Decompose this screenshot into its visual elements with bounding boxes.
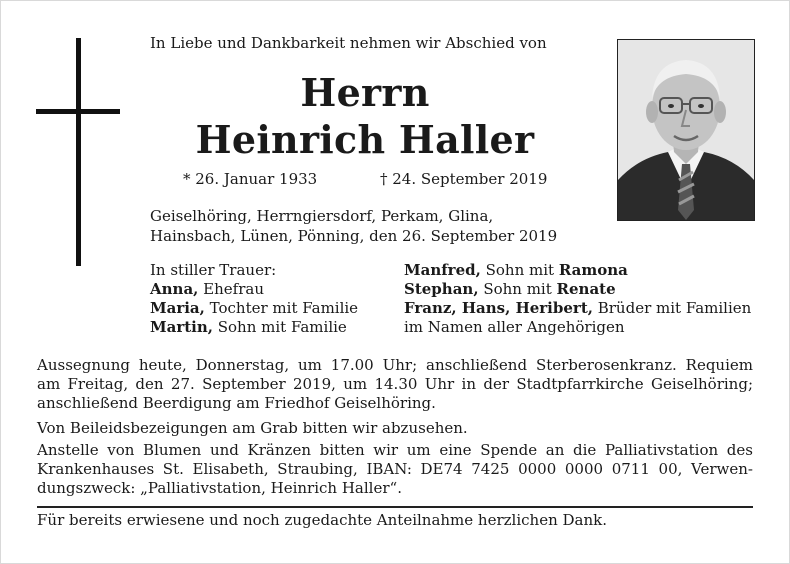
salutation: Herrn — [300, 70, 430, 115]
donation-line: Anstelle von Blumen und Kränzen bitten wir um eine Spende an die Palliativstation des — [37, 441, 753, 459]
mourner-relation: Ehefrau — [198, 280, 264, 298]
cross-icon — [76, 38, 81, 266]
mourner-relation: Sohn mit — [480, 261, 559, 279]
mourner-row — [150, 318, 358, 337]
mourner-relation: Sohn mit — [478, 280, 557, 298]
mourner-partner: Ramona — [558, 261, 628, 279]
donation-line: Krankenhauses St. Elisabeth, Straubing, IBAN: DE74 7425 0000 0000 0711 00, Verwen- — [37, 460, 753, 478]
service-line: am Freitag, den 27. September 2019, um 14.30 Uhr in der Stadtpfarrkirche Geiselhöring; — [37, 375, 753, 393]
mourners-right — [404, 261, 751, 337]
service-line: Aussegnung heute, Donnerstag, um 17.00 Uhr; anschließend Sterberosenkranz. Requiem — [37, 356, 753, 374]
mourner-relation: Tochter mit Familie — [204, 299, 359, 317]
donation-paragraph — [37, 441, 753, 498]
portrait-image — [618, 40, 754, 220]
mourners-left — [150, 261, 358, 337]
thanks-line: Für bereits erwiesene und noch zugedachte Anteilnahme herzlichen Dank. — [37, 511, 607, 529]
mourner-relation: Brüder mit Familien — [592, 299, 752, 317]
mourner-name: Stephan, — [404, 280, 479, 298]
portrait-photo — [617, 39, 755, 221]
mourner-name: Anna, — [150, 280, 199, 298]
mourner-name: Maria, — [150, 299, 205, 317]
intro-line: In Liebe und Dankbarkeit nehmen wir Abschied von — [150, 34, 547, 52]
mourner-partner: Renate — [556, 280, 616, 298]
mourner-name: Manfred, — [404, 261, 481, 279]
mourner-name: Franz, Hans, Heribert, — [404, 299, 593, 317]
mourner-row — [404, 299, 751, 318]
places-line: Hainsbach, Lünen, Pönning, den 26. September 2019 — [150, 227, 558, 245]
condolence-paragraph — [37, 419, 753, 438]
places-and-date — [150, 206, 557, 246]
birth-date: * 26. Januar 1933 — [183, 170, 318, 188]
mourner-row — [404, 261, 751, 280]
service-line: anschließend Beerdigung am Friedhof Geiselhöring. — [37, 394, 436, 412]
places-line: Geiselhöring, Herrngiersdorf, Perkam, Glina, — [150, 207, 494, 225]
condolence-note: Von Beileidsbezeigungen am Grab bitten wir abzusehen. — [37, 419, 468, 437]
divider — [37, 506, 753, 508]
donation-line: dungszweck: „Palliativstation, Heinrich Haller“. — [37, 479, 402, 497]
mourner-name: Martin, — [150, 318, 213, 336]
mourner-row — [404, 280, 751, 299]
cross-icon-bar — [36, 109, 120, 114]
mourner-relation: im Namen aller Angehörigen — [404, 318, 625, 336]
death-date: † 24. September 2019 — [380, 170, 548, 188]
mourner-row — [150, 280, 358, 299]
service-paragraph — [37, 356, 753, 413]
mourner-row — [404, 318, 751, 337]
mourners-heading: In stiller Trauer: — [150, 261, 277, 279]
mourner-relation: Sohn mit Familie — [212, 318, 347, 336]
deceased-name: Heinrich Haller — [195, 117, 535, 162]
mourner-row — [150, 299, 358, 318]
